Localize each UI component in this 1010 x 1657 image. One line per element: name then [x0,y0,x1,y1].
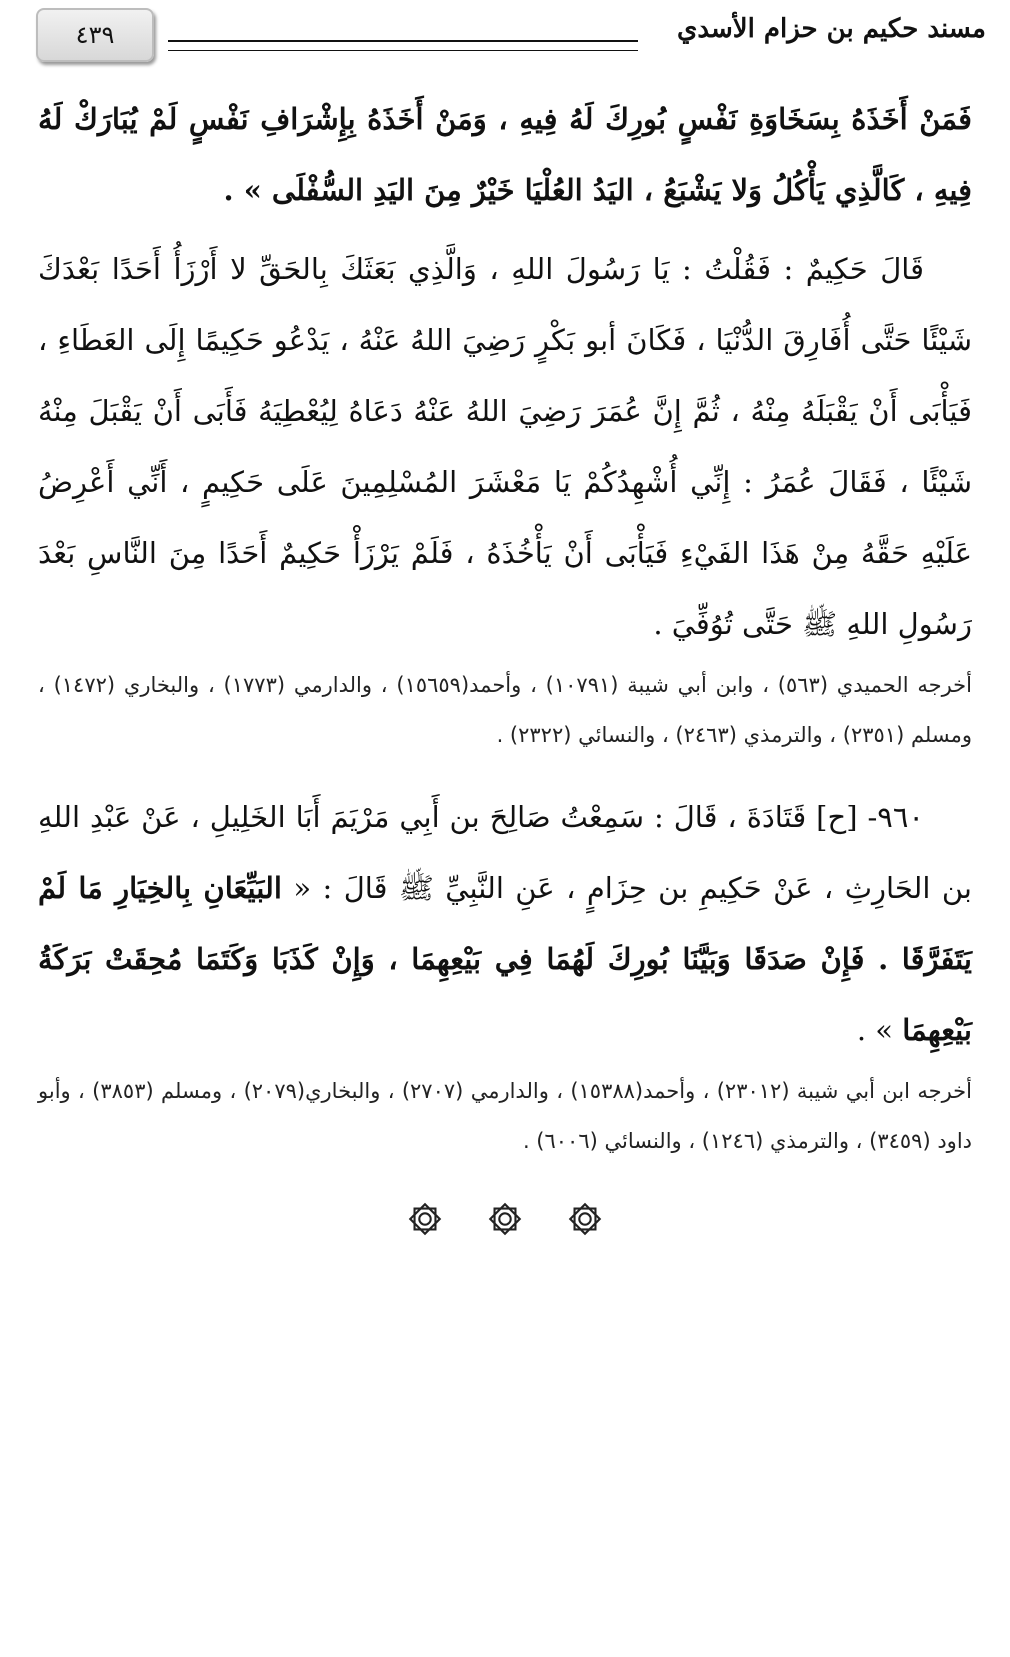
hadith-isnad: [ح] قَتَادَةَ ، قَالَ : سَمِعْتُ صَالِحَ بن أَبِي مَرْيَمَ أَبَا الخَلِيلِ ، عَنْ عَبْدِ اللهِ بن الحَارِثِ ، عَنْ حَكِيمِ بن حِزَامٍ ، عَنِ النَّبِيِّ ﷺ قَالَ : « [38,800,972,905]
hadith-number: ٩٦٠- [867,800,925,834]
header-rule [168,40,638,51]
page-number: ٤٣٩ [75,21,115,49]
page-number-box [36,8,154,62]
eight-point-star-ornament-icon [406,1200,444,1238]
footnote-reference-2: أخرجه ابن أبي شيبة (٢٣٠١٢) ، وأحمد(١٥٣٨٨) ، والدارمي (٢٧٠٧) ، والبخاري(٢٠٧٩) ، ومسلم (٣٨٥٣) ، وأبو داود (٣٤٥٩) ، والترمذي (١٢٤٦) ، والنسائي (٦٠٠٦) . [38,1079,972,1153]
eight-point-star-ornament-icon [486,1200,524,1238]
running-title: مسند حكيم بن حزام الأسدي [676,14,986,44]
hadith-closing: » . [856,1013,893,1047]
hadith-matn: البَيِّعَانِ بِالخِيَارِ مَا لَمْ يَتَفَرَّقَا . فَإِنْ صَدَقَا وَبَيَّنَا بُورِكَ لَهُمَا فِي بَيْعِهِمَا ، وَإِنْ كَذَبَا وَكَتَمَا مُحِقَتْ بَرَكَةُ بَيْعِهِمَا [38,871,972,1047]
paragraph-hadith-960 [38,782,972,1066]
eight-point-star-ornament-icon [566,1200,604,1238]
paragraph-hakim-statement: قَالَ حَكِيمٌ : فَقُلْتُ : يَا رَسُولَ اللهِ ، وَالَّذِي بَعَثَكَ بِالحَقِّ لا أَرْزَأُ أَحَدًا بَعْدَكَ شَيْئًا حَتَّى أُفَارِقَ الدُّنْيَا ، فَكَانَ أبو بَكْرٍ رَضِيَ اللهُ عَنْهُ ، يَدْعُو حَكِيمًا إِلَى العَطَاءِ ، فَيَأْبَى أَنْ يَقْبَلَهُ مِنْهُ ، ثُمَّ إِنَّ عُمَرَ رَضِيَ اللهُ عَنْهُ دَعَاهُ لِيُعْطِيَهُ فَأَبَى أَنْ يَقْبَلَ مِنْهُ شَيْئًا ، فَقَالَ عُمَرُ : إِنِّي أُشْهِدُكُمْ يَا مَعْشَرَ المُسْلِمِينَ عَلَى حَكِيمٍ ، أَنِّي أَعْرِضُ عَلَيْهِ حَقَّهُ مِنْ هَذَا الفَيْءِ فَيَأْبَى أَنْ يَأْخُذَهُ ، فَلَمْ يَرْزَأْ حَكِيمٌ أَحَدًا مِنَ النَّاسِ بَعْدَ رَسُولِ اللهِ ﷺ حَتَّى تُوُفِّيَ . [38,252,972,641]
main-text [38,84,972,1166]
footnote-reference-1: أخرجه الحميدي (٥٦٣) ، وابن أبي شيبة (١٠٧٩١) ، وأحمد(١٥٦٥٩) ، والدارمي (١٧٧٣) ، والبخاري (١٤٧٢) ، ومسلم (٢٣٥١) ، والترمذي (٢٤٦٣) ، والنسائي (٢٣٢٢) . [38,673,972,747]
section-end-ornaments [0,1200,1010,1260]
page-header [36,8,986,68]
paragraph-hadith-end: فَمَنْ أَخَذَهُ بِسَخَاوَةِ نَفْسٍ بُورِكَ لَهُ فِيهِ ، وَمَنْ أَخَذَهُ بِإِشْرَافِ نَفْسٍ لَمْ يُبَارَكْ لَهُ فِيهِ ، كَالَّذِي يَأْكُلُ وَلا يَشْبَعُ ، اليَدُ العُلْيَا خَيْرٌ مِنَ اليَدِ السُّفْلَى » . [38,102,972,207]
